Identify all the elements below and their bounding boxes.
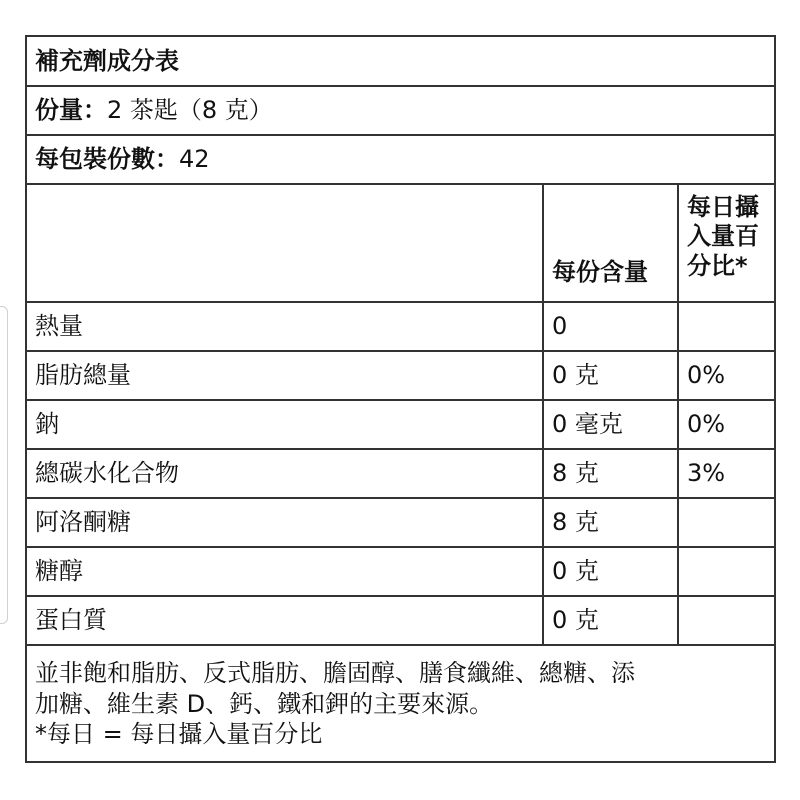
nutrient-amount: 0 克 (542, 548, 677, 595)
nutrient-amount: 0 克 (542, 352, 677, 399)
nutrient-amount: 8 克 (542, 499, 677, 546)
servings-per-container-row (27, 136, 774, 185)
daily-value-header (677, 185, 774, 301)
table-row (27, 401, 774, 450)
footnote-row (27, 646, 774, 761)
nutrient-daily-value (677, 597, 774, 644)
nutrient-daily-value: 3% (677, 450, 774, 497)
table-row (27, 597, 774, 646)
daily-value-header-line: 分比* (687, 251, 748, 280)
footnote-line: 並非飽和脂肪、反式脂肪、膽固醇、膳食纖維、總糖、添 (35, 659, 635, 687)
nutrient-name: 鈉 (35, 410, 59, 439)
nutrient-amount: 0 克 (542, 597, 677, 644)
table-row (27, 499, 774, 548)
nutrient-name: 阿洛酮糖 (35, 508, 131, 537)
footnote (27, 646, 774, 761)
header-blank-cell (27, 185, 542, 301)
nutrient-amount: 0 (542, 303, 677, 350)
nutrient-daily-value: 0% (677, 352, 774, 399)
scrollbar-edge[interactable] (0, 306, 8, 624)
nutrient-name: 蛋白質 (35, 606, 107, 635)
nutrient-name: 熱量 (35, 312, 83, 341)
serving-value: 2 茶匙（8 克） (107, 96, 273, 125)
servings-cell (27, 136, 774, 183)
nutrient-name: 脂肪總量 (35, 361, 131, 390)
servings-value: 42 (179, 145, 210, 174)
footnote-line: 加糖、維生素 D、鈣、鐵和鉀的主要來源。 (35, 689, 494, 718)
amount-per-serving-header: 每份含量 (542, 185, 677, 301)
table-row (27, 450, 774, 499)
nutrient-name: 總碳水化合物 (35, 459, 179, 488)
servings-label: 每包裝份數： (35, 145, 179, 174)
nutrient-daily-value (677, 548, 774, 595)
serving-cell (27, 87, 774, 134)
daily-value-header-line: 入量百 (687, 222, 759, 251)
nutrient-daily-value (677, 499, 774, 546)
nutrient-amount: 0 毫克 (542, 401, 677, 448)
serving-label: 份量： (35, 96, 107, 125)
table-title: 補充劑成分表 (35, 46, 179, 75)
nutrient-daily-value (677, 303, 774, 350)
table-row (27, 548, 774, 597)
serving-row (27, 87, 774, 136)
nutrient-amount: 8 克 (542, 450, 677, 497)
table-row (27, 352, 774, 401)
nutrient-name: 糖醇 (35, 557, 83, 586)
title-row (27, 37, 774, 87)
daily-value-header-line: 每日攝 (687, 193, 759, 221)
nutrient-daily-value: 0% (677, 401, 774, 448)
header-row (27, 185, 774, 303)
footnote-line: *每日 = 每日攝入量百分比 (35, 720, 323, 749)
table-row (27, 303, 774, 352)
supplement-facts-table (25, 35, 776, 763)
